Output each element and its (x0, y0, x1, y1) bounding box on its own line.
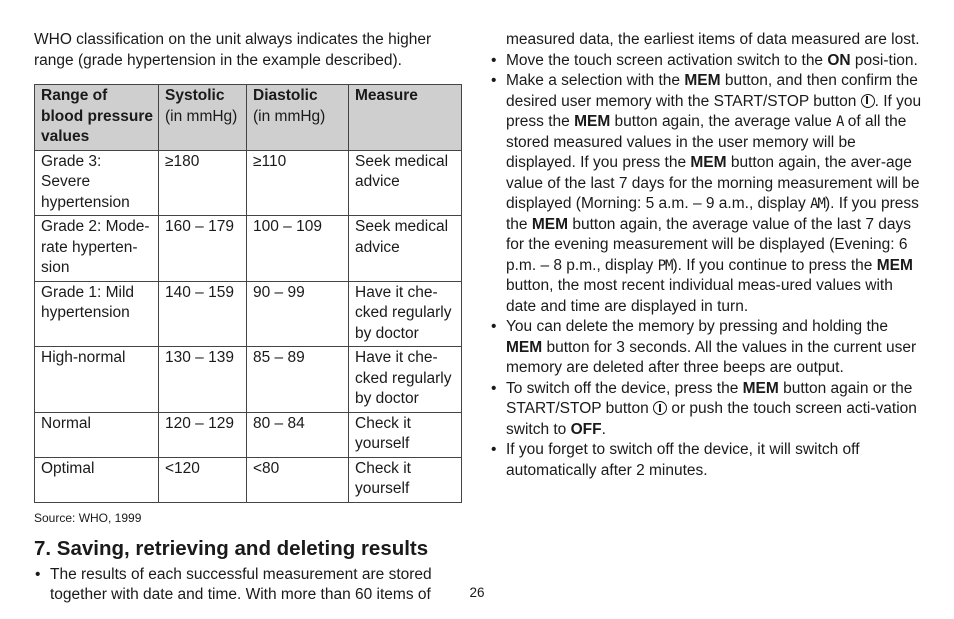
list-item-continued: measured data, the earliest items of data measured are lost. (506, 31, 920, 48)
cell-measure: Have it che-cked regularly by doctor (349, 347, 462, 413)
cell-range: Optimal (35, 457, 159, 502)
table-row (35, 216, 462, 282)
right-column (490, 30, 922, 481)
cell-diastolic: 80 – 84 (247, 412, 349, 457)
display-a-symbol: A (836, 114, 844, 130)
cell-measure: Seek medical advice (349, 216, 462, 282)
list-item: • To switch off the device, press the MEM button again or the START/STOP button or push the touch screen acti-vation switch to OFF. (490, 379, 922, 441)
display-am-symbol: AM (810, 196, 825, 212)
power-icon (861, 94, 875, 108)
cell-measure: Have it che-cked regularly by doctor (349, 281, 462, 347)
cell-range: Grade 3: Severe hypertension (35, 150, 159, 216)
header-diastolic: Diastolic (in mmHg) (247, 85, 349, 151)
cell-measure: Seek medical advice (349, 150, 462, 216)
table-row (35, 347, 462, 413)
page-number: 26 (469, 585, 485, 600)
on-label: ON (827, 51, 851, 69)
table-row (35, 281, 462, 347)
cell-systolic: 160 – 179 (159, 216, 247, 282)
mem-label: MEM (531, 215, 569, 233)
header-systolic: Systolic (in mmHg) (159, 85, 247, 151)
list-item: • You can delete the memory by pressing and holding the MEM button for 3 seconds. All the values in the current user memory are deleted after three beeps are output. (490, 317, 922, 379)
power-icon (653, 401, 667, 415)
cell-range: Grade 2: Mode-rate hyperten-sion (35, 216, 159, 282)
cell-diastolic: 85 – 89 (247, 347, 349, 413)
list-item: • The results of each successful measurement are stored together with date and time. With more than 60 items of (34, 565, 461, 606)
mem-label: MEM (506, 338, 543, 356)
cell-diastolic: <80 (247, 457, 349, 502)
list-item: • If you forget to switch off the device, it will switch off automatically after 2 minutes. (490, 440, 922, 481)
section-heading: 7. Saving, retrieving and deleting results (34, 536, 429, 560)
cell-diastolic: ≥110 (247, 150, 349, 216)
cell-systolic: ≥180 (159, 150, 247, 216)
cell-measure: Check it yourself (349, 457, 462, 502)
cell-diastolic: 90 – 99 (247, 281, 349, 347)
intro-paragraph: WHO classification on the unit always indicates the higher range (grade hypertension in the example described). (34, 31, 432, 69)
cell-range: High-normal (35, 347, 159, 413)
table-row (35, 412, 462, 457)
mem-label: MEM (684, 72, 721, 89)
list-item: • Make a selection with the MEM button, and then confirm the desired user memory with the START/STOP button . If you press the MEM button again, the average value A of all the stored measured values in the user memory will be displayed. If you press the MEM button again, the aver-age value of the last 7 days for the morning measurement will be displayed (Morning: 5 a.m. – 9 a.m., display AM). If you press the MEM button again, the average value of the last 7 days for the evening measurement will be displayed (Evening: 6 p.m. – 8 p.m., display PM). If you continue to press the MEM button, the most recent individual meas-ured values with date and time are displayed in turn. (490, 71, 922, 317)
left-column (34, 30, 461, 606)
header-measure: Measure (349, 85, 462, 151)
mem-label: MEM (742, 379, 779, 397)
cell-systolic: 140 – 159 (159, 281, 247, 347)
cell-systolic: 130 – 139 (159, 347, 247, 413)
display-pm-symbol: PM (657, 257, 673, 274)
mem-label: MEM (574, 113, 611, 130)
cell-systolic: <120 (159, 457, 247, 502)
cell-range: Normal (35, 412, 159, 457)
cell-range: Grade 1: Mild hypertension (35, 281, 159, 347)
table-header-row (35, 85, 462, 151)
cell-diastolic: 100 – 109 (247, 216, 349, 282)
table-row (35, 457, 462, 502)
right-bullet-list (490, 30, 922, 481)
mem-label: MEM (876, 256, 913, 274)
table-source-note: Source: WHO, 1999 (34, 510, 142, 525)
off-label: OFF (570, 420, 602, 438)
cell-systolic: 120 – 129 (159, 412, 247, 457)
cell-measure: Check it yourself (349, 412, 462, 457)
who-classification-table (34, 84, 462, 503)
list-item: • Move the touch screen activation switch to the ON posi-tion. (490, 51, 922, 72)
mem-label: MEM (690, 154, 727, 171)
table-row (35, 150, 462, 216)
header-range: Range of blood pressure values (35, 85, 159, 151)
